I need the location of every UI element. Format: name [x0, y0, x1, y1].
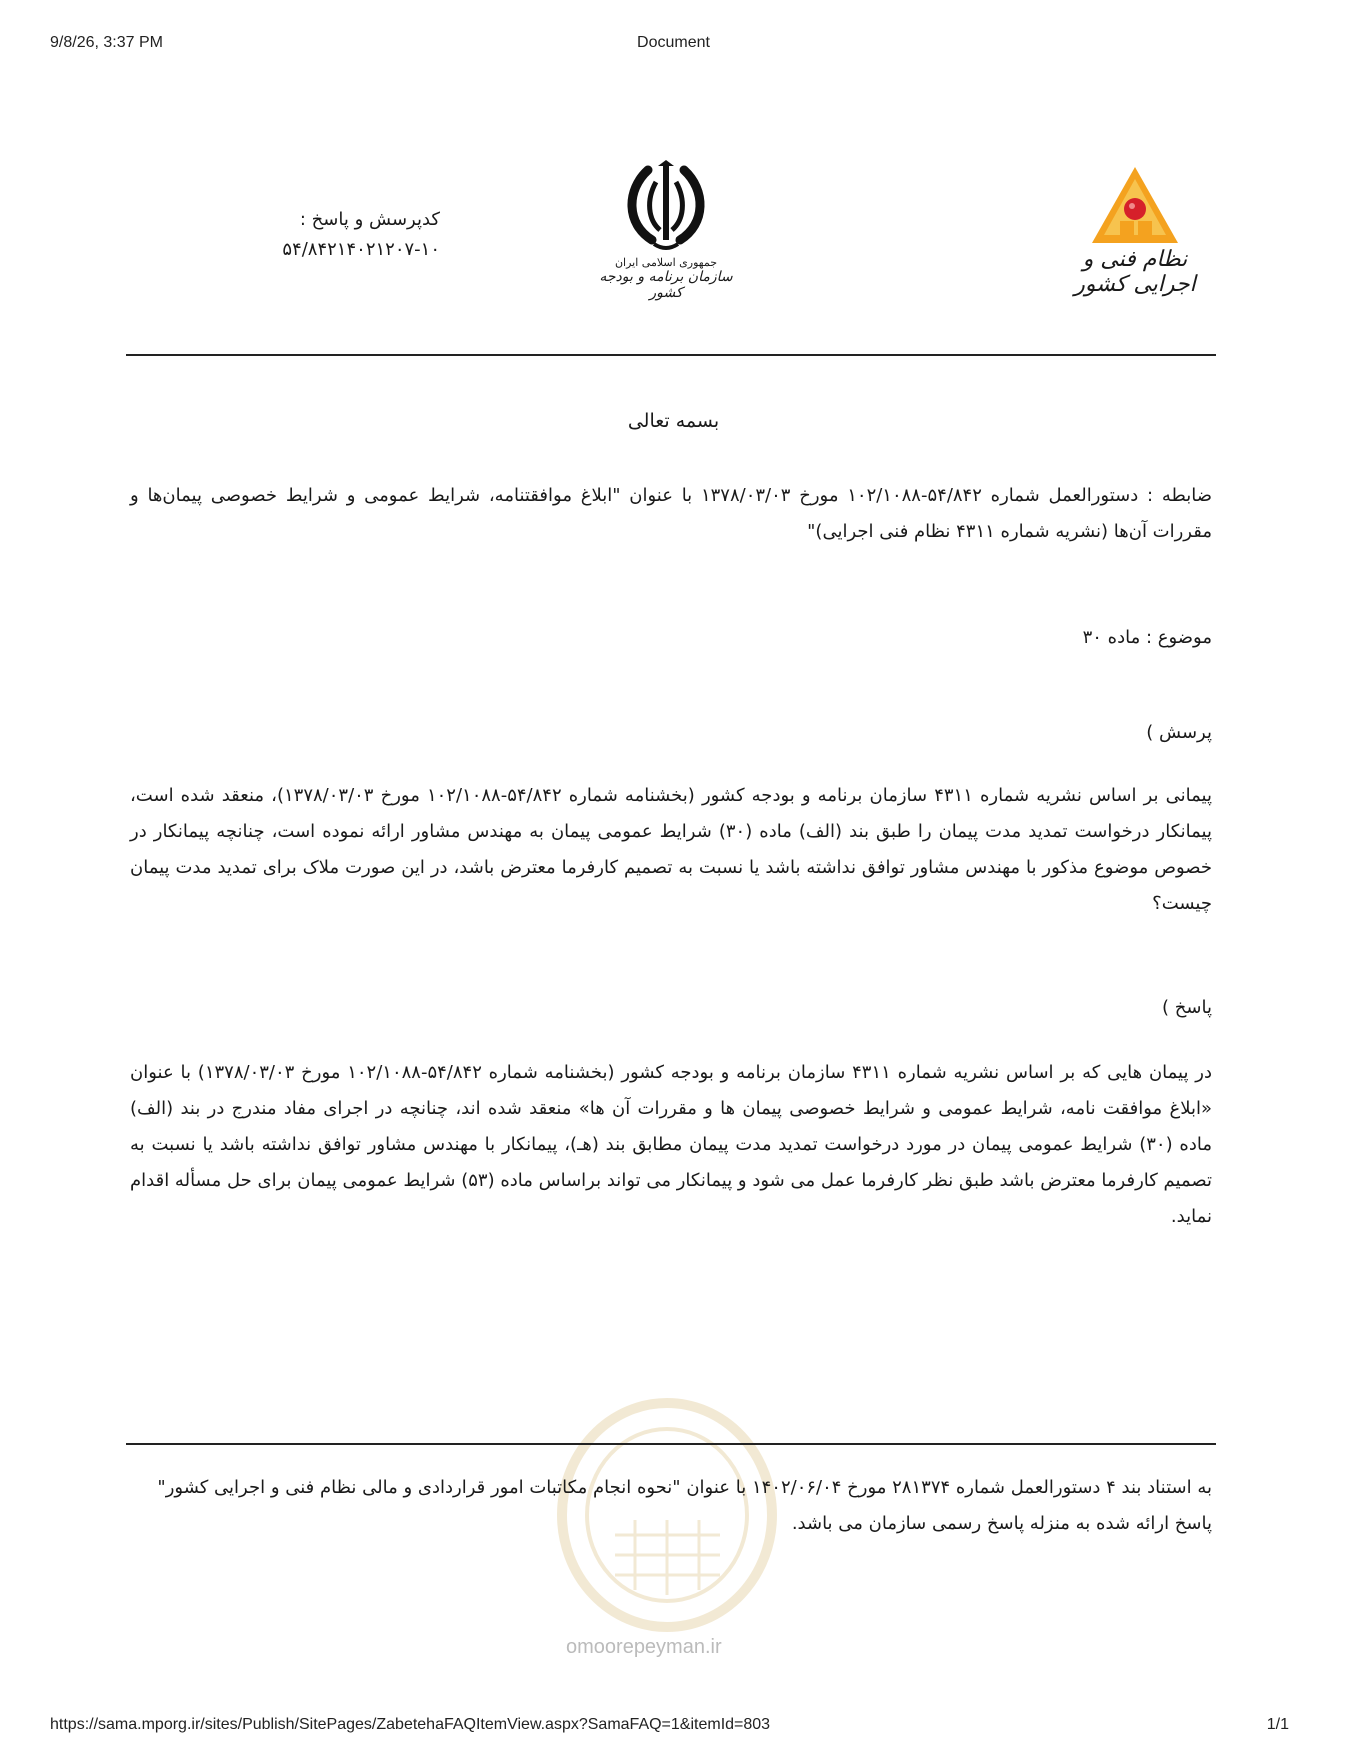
code-label: کدپرسش و پاسخ :	[299, 209, 440, 230]
emblem-caption-2: سازمان برنامه و بودجه کشور	[599, 269, 733, 301]
question-heading: پرسش )	[1146, 722, 1212, 743]
print-url[interactable]: https://sama.mporg.ir/sites/Publish/SitePages/ZabetehaFAQItemView.aspx?SamaFAQ=1&itemId=803	[50, 1716, 771, 1733]
print-datetime: 9/8/26, 3:37 PM	[50, 34, 163, 51]
question-paragraph: پیمانی بر اساس نشریه شماره ۴۳۱۱ سازمان برنامه و بودجه کشور (بخشنامه شماره ۵۴/۸۴۲-۱۰۲/۱۰۸۸ مورخ ۱۳۷۸/۰۳/۰۳)، منعقد شده است، پیمانکار درخواست تمدید مدت پیمان را طبق بند (الف) ماده (۳۰) شرایط عمومی پیمان به مهندس مشاور ارائه نموده است، چنانچه پیمانکار در خصوص موضوع مذکور با مهندس مشاور توافق نداشته باشد یا نسبت به تصمیم کارفرما معترض باشد، در این صورت ملاک برای تمدید مدت پیمان چیست؟	[130, 785, 1213, 914]
emblem-caption-1: جمهوری اسلامی ایران	[614, 256, 718, 269]
print-page-number: 1/1	[1266, 1716, 1289, 1733]
iran-emblem	[596, 160, 736, 310]
answer-heading: پاسخ )	[1162, 997, 1212, 1018]
footnote-paragraph: به استناد بند ۴ دستورالعمل شماره ۲۸۱۳۷۴ مورخ ۱۴۰۲/۰۶/۰۴ با عنوان "نحوه انجام مکاتبات امور قراردادی و مالی نظام فنی و اجرایی کشور" پاسخ ارائه شده به منزله پاسخ رسمی سازمان می باشد.	[157, 1477, 1212, 1534]
code-value: ۵۴/۸۴۲۱۴۰۲۱۲۰۷-۱۰	[282, 239, 440, 260]
print-title: Document	[637, 34, 710, 51]
header-divider	[126, 354, 1216, 356]
print-header	[0, 34, 1347, 56]
logo-caption: نظام فنی و اجرایی کشور	[1074, 247, 1196, 297]
logo-icon	[1090, 165, 1180, 247]
watermark-site: omoorepeyman.ir	[566, 1636, 722, 1658]
answer-paragraph: در پیمان هایی که بر اساس نشریه شماره ۴۳۱۱ سازمان برنامه و بودجه کشور (بخشنامه شماره ۵۴/۸۴۲-۱۰۲/۱۰۸۸ مورخ ۱۳۷۸/۰۳/۰۳) با عنوان «ابلاغ موافقت نامه، شرایط عمومی و شرایط خصوصی پیمان ها و مقررات آن ها» منعقد شده اند، چنانچه در اجرای مفاد مندرج در بند (الف) ماده (۳۰) شرایط عمومی پیمان در مورد درخواست تمدید مدت پیمان مطابق بند (هـ)، پیمانکار با مهندس مشاور توافق نداشته باشد یا نسبت به تصمیم کارفرما معترض باشد طبق نظر کارفرما عمل می شود و پیمانکار می تواند براساس ماده (۵۳) شرایط عمومی پیمان برای حل مسأله اقدام نماید.	[130, 1062, 1213, 1227]
emblem-icon	[618, 160, 714, 252]
print-footer	[0, 1716, 1347, 1738]
code-block	[230, 205, 440, 265]
subject-line: موضوع : ماده ۳۰	[1082, 627, 1212, 648]
basmala: بسمه تعالی	[627, 410, 720, 432]
zabeteh-paragraph: ضابطه : دستورالعمل شماره ۵۴/۸۴۲-۱۰۲/۱۰۸۸ مورخ ۱۳۷۸/۰۳/۰۳ با عنوان "ابلاغ موافقتنامه، شرایط عمومی و شرایط خصوصی پیمان‌ها و مقررات آن‌ها (نشریه شماره ۴۳۱۱ نظام فنی اجرایی)"	[130, 485, 1213, 542]
nezam-fani-logo	[1060, 165, 1210, 300]
footer-divider	[126, 1443, 1216, 1445]
